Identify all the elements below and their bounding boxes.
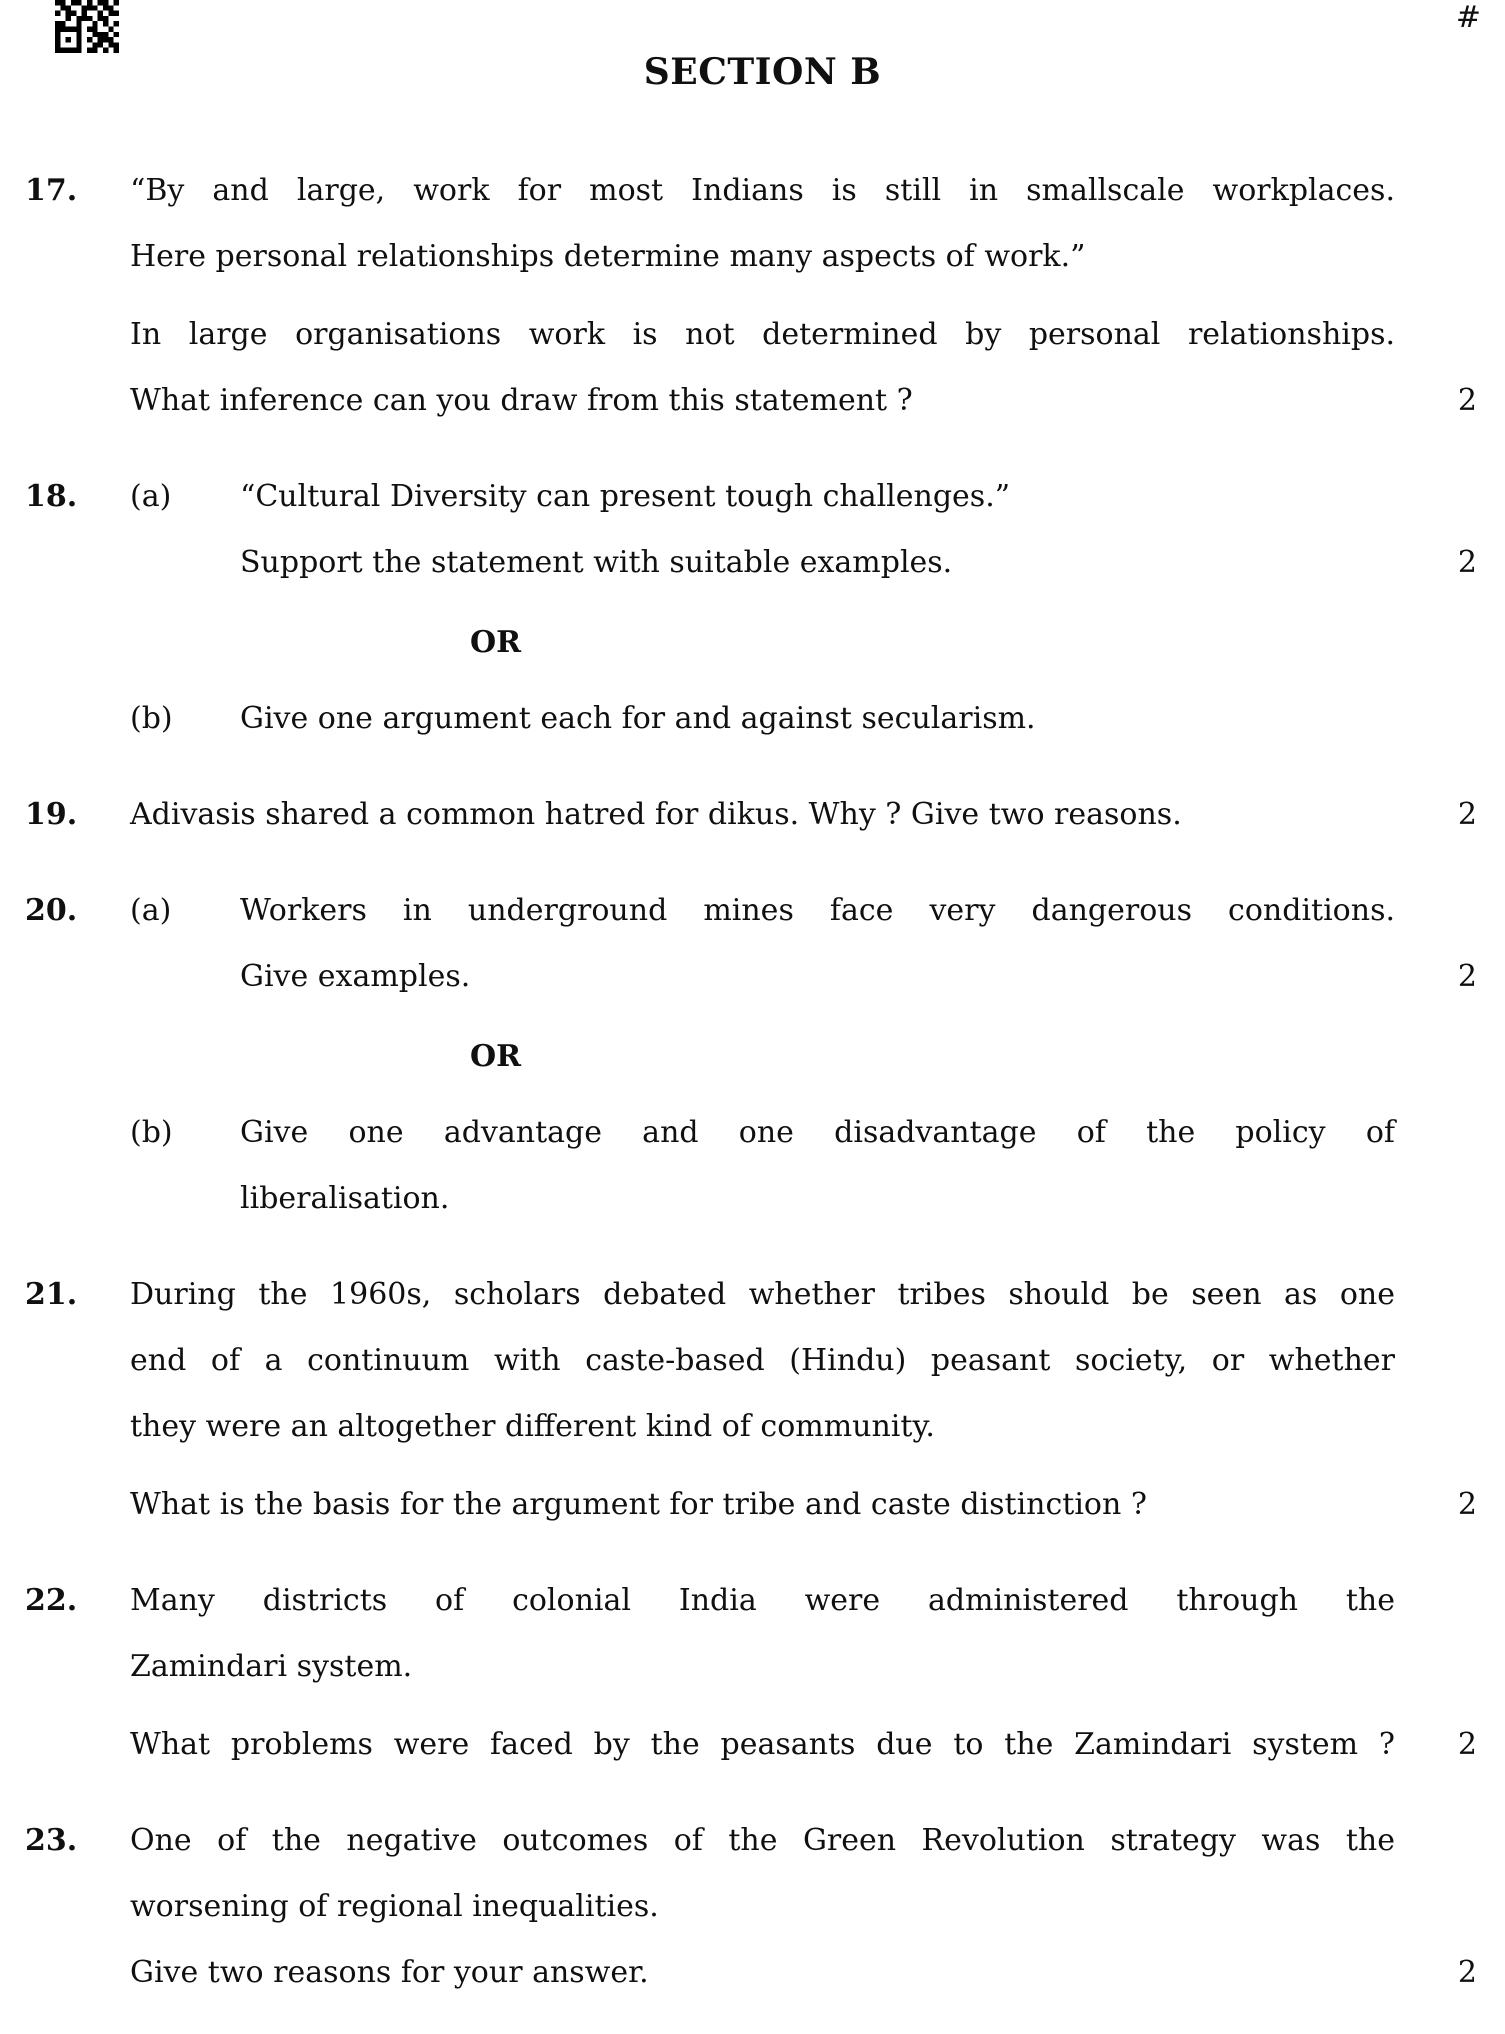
marks-value: 2 [1457,959,1477,994]
marks-value: 2 [1457,545,1477,580]
option-label: (b) [130,701,173,736]
text-line: end of a continuum with caste-based (Hindu) peasant society, or whether [130,1343,1395,1378]
question-number: 20. [25,893,78,928]
option-label: (b) [130,1115,173,1150]
text-line: Here personal relationships determine many aspects of work.” [130,239,1086,274]
text-line [130,368,1477,434]
question-number: 22. [25,1583,78,1618]
text-line: In large organisations work is not determined by personal relationships. [130,317,1395,352]
option-b [130,686,1395,752]
text-line: they were an altogether different kind of community. [130,1409,935,1444]
option-label: (a) [130,893,172,928]
option-b [130,1100,1395,1232]
question-17 [25,158,1477,434]
or-separator: OR [470,625,522,660]
marks-value: 2 [1457,1487,1477,1522]
corner-hash-mark: # [1455,0,1481,35]
question-paragraph [130,302,1477,434]
text-line: “By and large, work for most Indians is still in smallscale workplaces. [130,173,1395,208]
text: What inference can you draw from this statement ? [130,383,913,418]
question-number: 18. [25,479,78,514]
text: What problems were faced by the peasants due to the Zamindari system ? [130,1727,1395,1762]
option-a [130,464,1477,596]
text-line: Workers in underground mines face very dangerous conditions. [240,893,1395,928]
question-22 [25,1568,1477,1778]
text-line: During the 1960s, scholars debated whether tribes should be seen as one [130,1277,1395,1312]
text-line [240,944,1477,1010]
text-line: liberalisation. [240,1181,450,1216]
text-line: One of the negative outcomes of the Green Revolution strategy was the [130,1823,1395,1858]
question-paragraph [130,1808,1477,2006]
question-21 [25,1262,1477,1538]
text: Give two reasons for your answer. [130,1955,649,1990]
text-line: Zamindari system. [130,1649,413,1684]
question-paragraph [130,1262,1395,1460]
question-paragraph [130,1712,1477,1778]
question-18 [25,464,1477,752]
question-paragraph [130,1472,1477,1538]
marks-value: 2 [1457,383,1477,418]
text-line [130,782,1477,848]
text-line [130,1472,1477,1538]
text-line: Give one advantage and one disadvantage of the policy of [240,1115,1395,1150]
text: Give examples. [240,959,471,994]
section-title: SECTION B [643,51,882,93]
text-line: worsening of regional inequalities. [130,1889,659,1924]
question-paragraph [130,1568,1395,1700]
question-number: 21. [25,1277,78,1312]
question-number: 17. [25,173,78,208]
text-line: Give one argument each for and against secularism. [240,701,1036,736]
text-line: Many districts of colonial India were administered through the [130,1583,1395,1618]
marks-value: 2 [1457,1727,1477,1762]
question-23 [25,1808,1477,2006]
question-number: 23. [25,1823,78,1858]
text: Support the statement with suitable examples. [240,545,953,580]
option-label: (a) [130,479,172,514]
question-20 [25,878,1477,1232]
question-19 [25,782,1477,848]
text-line [130,1940,1477,2006]
qr-code-icon [55,0,119,53]
text: What is the basis for the argument for tribe and caste distinction ? [130,1487,1147,1522]
text-line: “Cultural Diversity can present tough challenges.” [240,479,1011,514]
text: Adivasis shared a common hatred for dikus. Why ? Give two reasons. [130,797,1182,832]
question-paragraph [130,782,1477,848]
question-paragraph [130,158,1395,290]
marks-value: 2 [1457,1955,1477,1990]
option-a [130,878,1477,1010]
question-number: 19. [25,797,78,832]
or-separator: OR [470,1039,522,1074]
text-line [240,530,1477,596]
page-content [25,0,1477,2006]
text-line [130,1712,1477,1778]
marks-value: 2 [1457,797,1477,832]
